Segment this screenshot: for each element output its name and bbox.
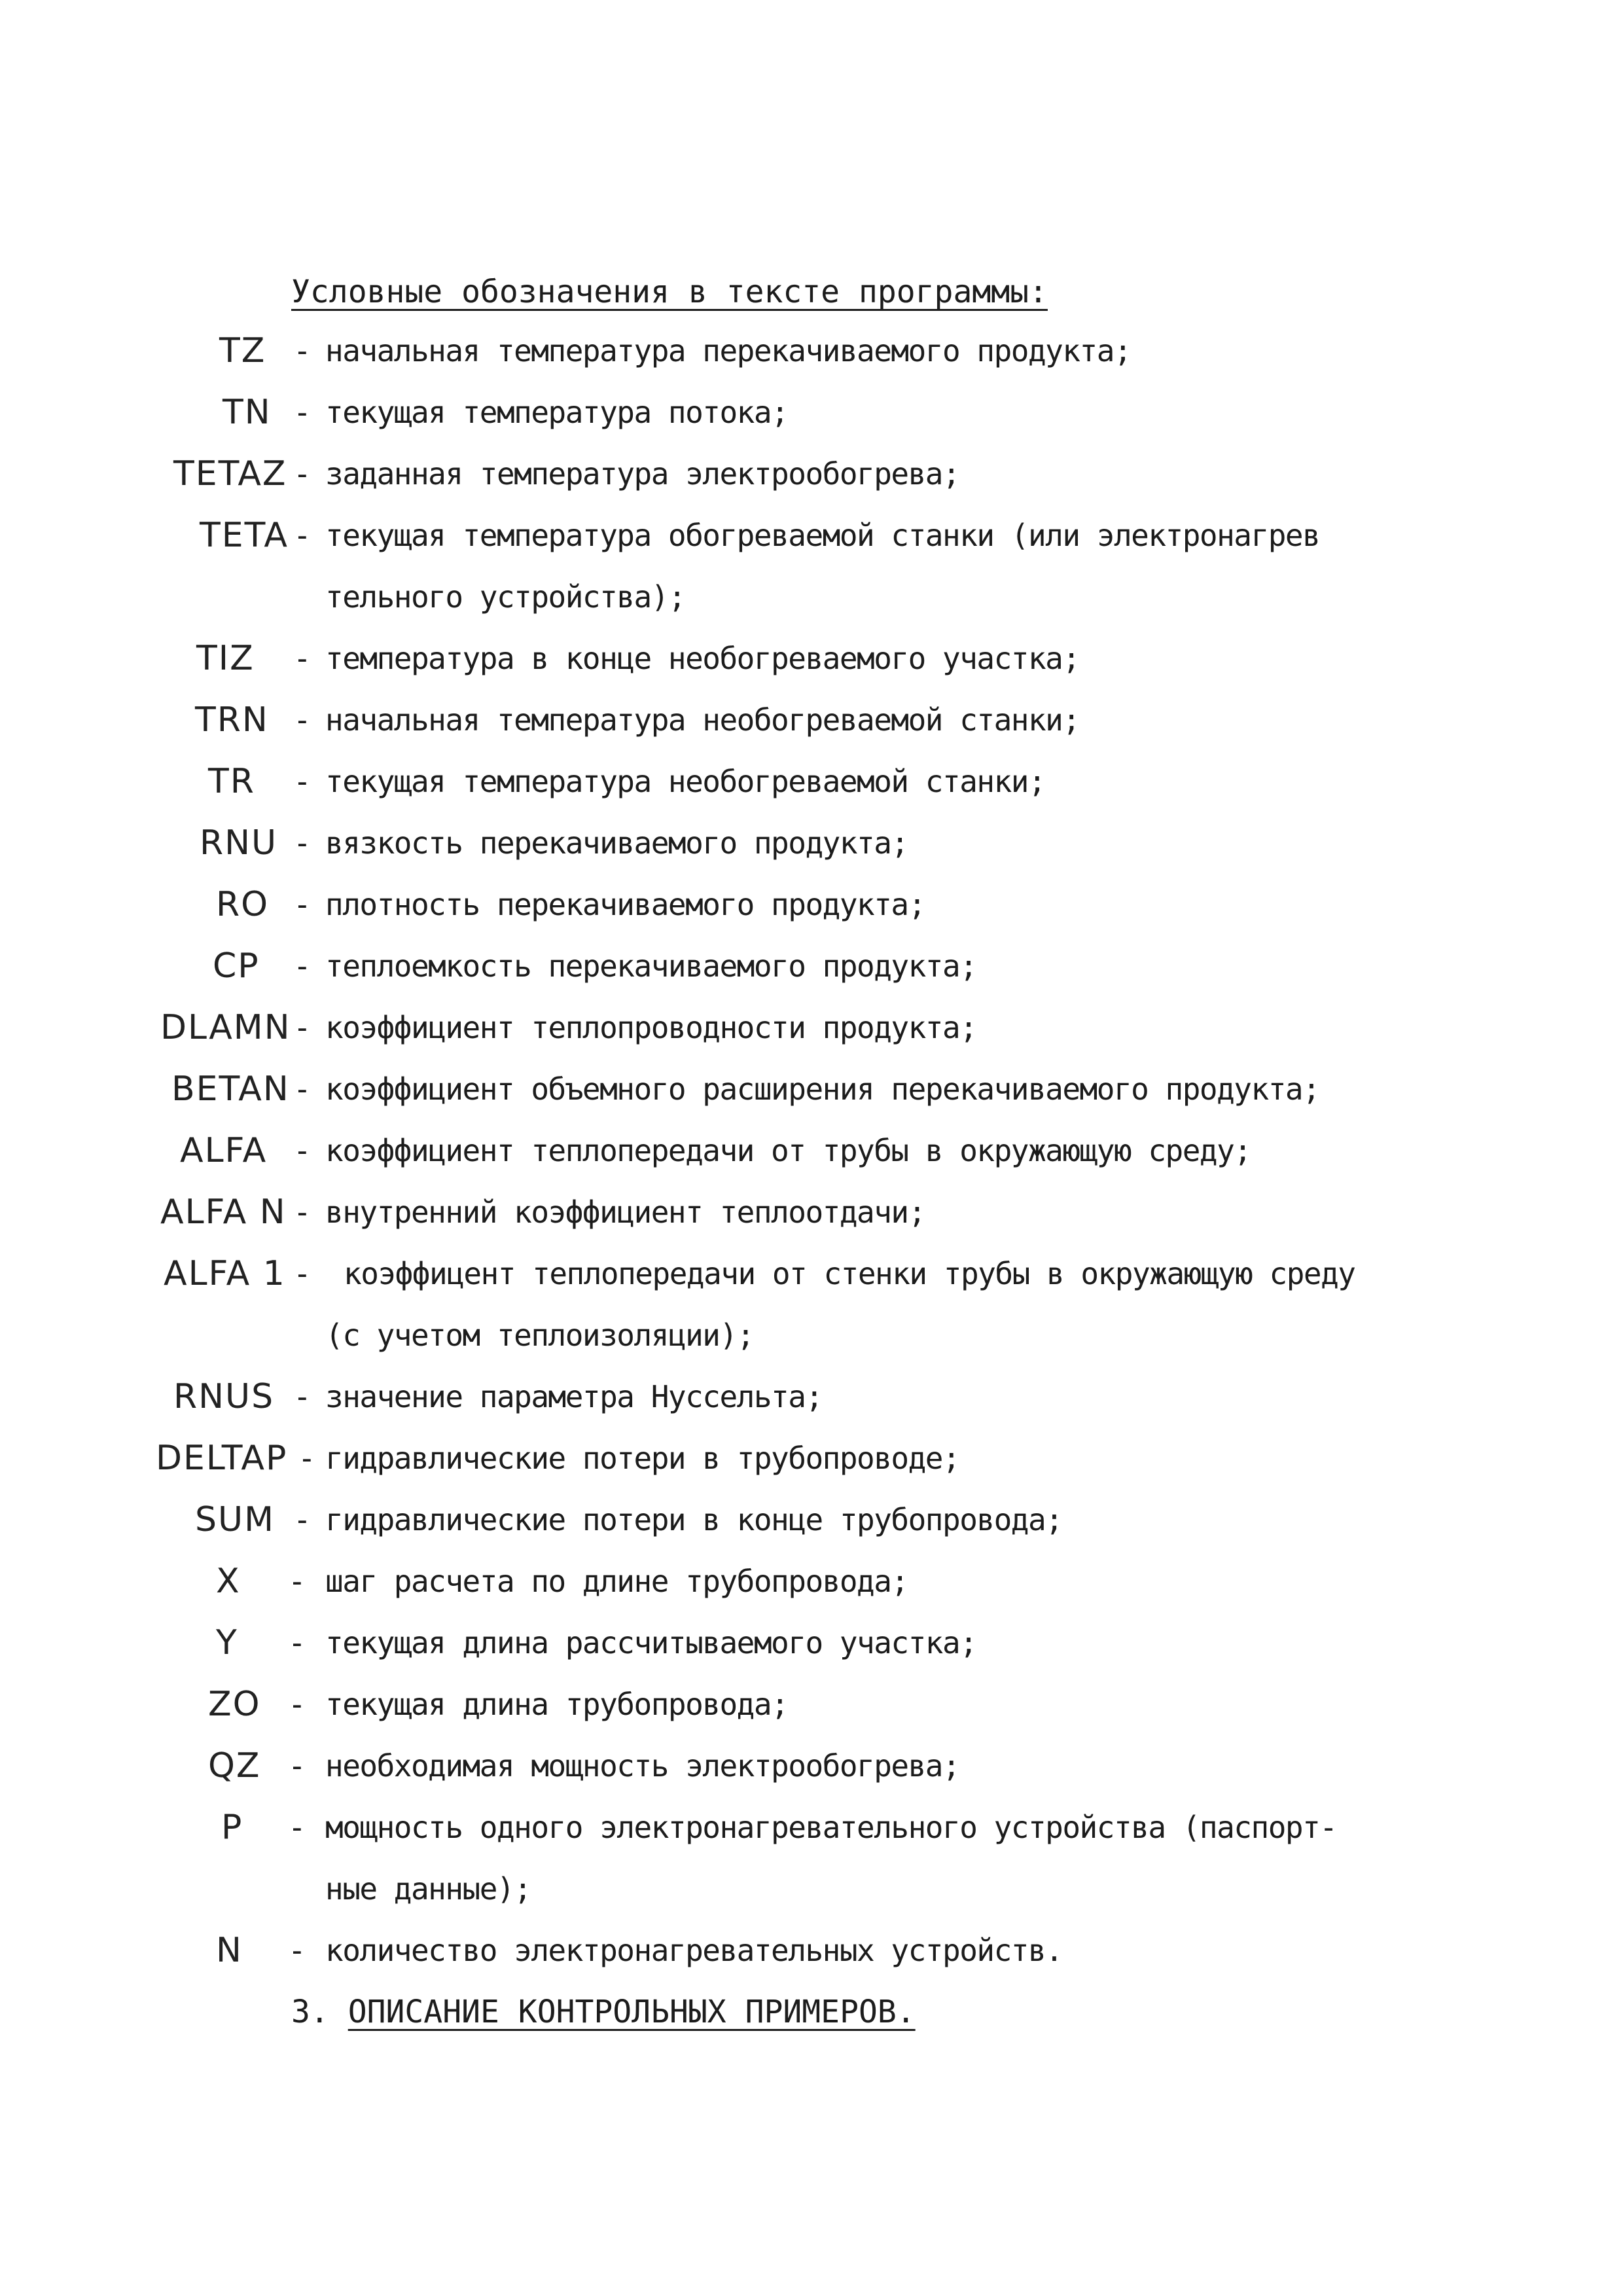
entry-description: гидравлические потери в конце трубопровода; xyxy=(325,1502,1063,1537)
symbol-betan: BETAN xyxy=(171,1069,290,1109)
notation-entry-zo xyxy=(0,1681,1623,1728)
notation-entry-cp xyxy=(0,942,1623,990)
notation-entry-deltap xyxy=(0,1435,1623,1482)
notation-entry-alfa xyxy=(0,1127,1623,1174)
symbol-teta: TETA xyxy=(200,516,289,555)
symbol-sum: SUM xyxy=(195,1500,275,1539)
entry-dash: - xyxy=(298,1441,316,1476)
entry-dash: - xyxy=(293,825,312,861)
entry-description: коэффициент теплопередачи от трубы в окружающую среду; xyxy=(325,1133,1251,1168)
entry-dash: - xyxy=(288,1687,306,1722)
notation-entry-tz xyxy=(0,327,1623,374)
entry-description: коэффицент теплопередачи от стенки трубы в окружающую среду xyxy=(344,1256,1355,1291)
symbol-dlamn: DLAMN xyxy=(160,1008,291,1047)
notation-entry-teta-continuation xyxy=(0,573,1623,620)
entry-description: теплоемкость перекачиваемого продукта; xyxy=(325,948,977,984)
notation-entry-trn xyxy=(0,696,1623,744)
symbol-alfa-n: ALFA N xyxy=(160,1193,287,1232)
section-title: ОПИСАНИЕ КОНТРОЛЬНЫХ ПРИМЕРОВ. xyxy=(348,1994,916,2030)
notation-entry-qz xyxy=(0,1742,1623,1789)
entry-dash: - xyxy=(293,1379,312,1414)
notation-heading: Условные обозначения в тексте программы: xyxy=(291,274,1048,310)
notation-entry-tiz xyxy=(0,635,1623,682)
entry-description: мощность одного электронагревательного устройства (паспорт- xyxy=(325,1810,1337,1845)
symbol-deltap: DELTAP xyxy=(156,1439,288,1478)
symbol-zo: ZO xyxy=(208,1685,261,1724)
entry-description: значение параметра Нуссельта; xyxy=(325,1379,823,1414)
symbol-tz: TZ xyxy=(219,331,266,370)
symbol-y: Y xyxy=(216,1623,238,1662)
entry-description: гидравлические потери в трубопроводе; xyxy=(325,1441,960,1476)
entry-dash: - xyxy=(288,1810,306,1845)
notation-entry-alfa-1-continuation xyxy=(0,1312,1623,1359)
entry-dash: - xyxy=(288,1625,306,1660)
symbol-tr: TR xyxy=(208,762,255,801)
symbol-n: N xyxy=(216,1931,243,1970)
entry-description: заданная температура электрообогрева; xyxy=(325,456,960,492)
entry-description-continuation: тельного устройства); xyxy=(325,579,686,615)
entry-description: текущая длина рассчитываемого участка; xyxy=(325,1625,977,1660)
symbol-alfa-1: ALFA 1 xyxy=(164,1254,286,1293)
entry-description: начальная температура необогреваемой станки; xyxy=(325,702,1080,738)
notation-entry-p-continuation xyxy=(0,1865,1623,1912)
symbol-ro: RO xyxy=(216,885,270,924)
entry-dash: - xyxy=(293,702,312,738)
entry-description: начальная температура перекачиваемого продукта; xyxy=(325,333,1132,368)
entry-description: текущая длина трубопровода; xyxy=(325,1687,789,1722)
entry-description: плотность перекачиваемого продукта; xyxy=(325,887,925,922)
notation-entry-rnus xyxy=(0,1373,1623,1420)
section-heading xyxy=(291,1988,916,2036)
entry-dash: - xyxy=(293,1133,312,1168)
notation-entry-ro xyxy=(0,881,1623,928)
notation-entry-p xyxy=(0,1804,1623,1851)
entry-dash: - xyxy=(293,333,312,368)
entry-dash: - xyxy=(293,1194,312,1230)
entry-dash: - xyxy=(293,948,312,984)
notation-entry-alfa-n xyxy=(0,1189,1623,1236)
symbol-rnus: RNUS xyxy=(173,1377,275,1416)
notation-entry-alfa-1 xyxy=(0,1250,1623,1297)
entry-dash: - xyxy=(288,1933,306,1968)
symbol-tiz: TIZ xyxy=(196,639,255,678)
symbol-x: X xyxy=(216,1562,241,1601)
entry-dash: - xyxy=(293,456,312,492)
notation-entry-n xyxy=(0,1927,1623,1974)
entry-description: коэффициент теплопроводности продукта; xyxy=(325,1010,977,1045)
symbol-tn: TN xyxy=(223,393,272,432)
symbol-alfa: ALFA xyxy=(180,1131,268,1170)
section-number: 3. xyxy=(291,1994,329,2030)
symbol-rnu: RNU xyxy=(200,823,278,863)
entry-description: температура в конце необогреваемого участка; xyxy=(325,641,1080,676)
entry-description: необходимая мощность электрообогрева; xyxy=(325,1748,960,1784)
entry-dash: - xyxy=(293,1502,312,1537)
notation-entry-tn xyxy=(0,389,1623,436)
notation-entry-tr xyxy=(0,758,1623,805)
symbol-trn: TRN xyxy=(195,700,269,740)
notation-entry-y xyxy=(0,1619,1623,1666)
entry-dash: - xyxy=(293,1256,312,1291)
entry-description: шаг расчета по длине трубопровода; xyxy=(325,1564,908,1599)
entry-dash: - xyxy=(293,1071,312,1107)
entry-dash: - xyxy=(293,641,312,676)
entry-dash: - xyxy=(293,395,312,430)
entry-dash: - xyxy=(293,518,312,553)
entry-description: вязкость перекачиваемого продукта; xyxy=(325,825,908,861)
entry-description: текущая температура обогреваемой станки (или электронагрев xyxy=(325,518,1320,553)
notation-entry-x xyxy=(0,1558,1623,1605)
entry-description: текущая температура необогреваемой станки; xyxy=(325,764,1046,799)
notation-entry-teta xyxy=(0,512,1623,559)
notation-entry-dlamn xyxy=(0,1004,1623,1051)
notation-entry-betan xyxy=(0,1066,1623,1113)
entry-description-continuation: ные данные); xyxy=(325,1871,531,1907)
entry-description: количество электронагревательных устройств. xyxy=(325,1933,1063,1968)
entry-description: текущая температура потока; xyxy=(325,395,789,430)
notation-entry-tetaz xyxy=(0,450,1623,497)
entry-dash: - xyxy=(293,887,312,922)
symbol-p: P xyxy=(221,1808,243,1847)
symbol-tetaz: TETAZ xyxy=(173,454,287,493)
entry-dash: - xyxy=(288,1564,306,1599)
notation-entry-rnu xyxy=(0,819,1623,867)
symbol-cp: CP xyxy=(213,946,260,986)
symbol-qz: QZ xyxy=(208,1746,261,1785)
entry-description-continuation: (с учетом теплоизоляции); xyxy=(325,1318,754,1353)
entry-description: внутренний коэффициент теплоотдачи; xyxy=(325,1194,925,1230)
entry-description: коэффициент объемного расширения перекачиваемого продукта; xyxy=(325,1071,1320,1107)
notation-entry-sum xyxy=(0,1496,1623,1543)
entry-dash: - xyxy=(293,1010,312,1045)
entry-dash: - xyxy=(288,1748,306,1784)
entry-dash: - xyxy=(293,764,312,799)
